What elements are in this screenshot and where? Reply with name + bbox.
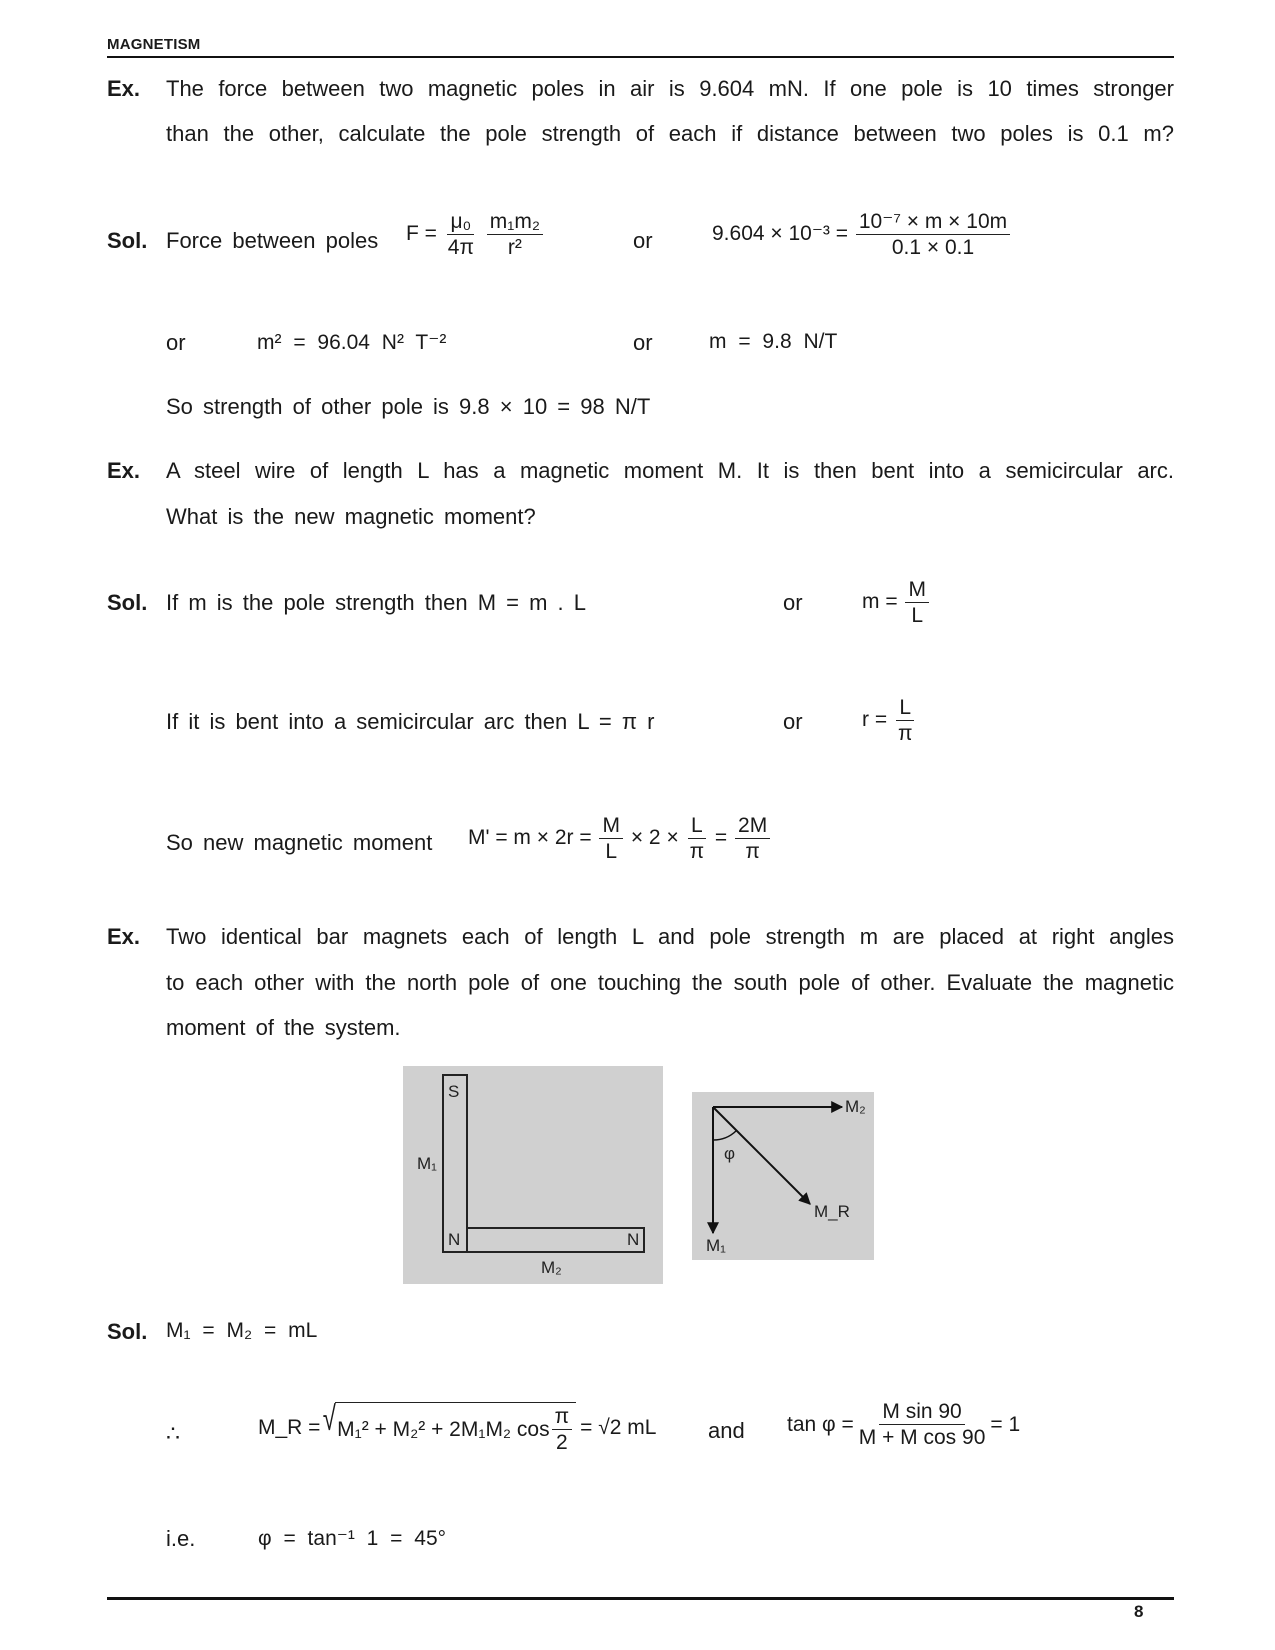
pi-over-2-fraction: $\frac{\pi}{2}$ xyxy=(552,1405,573,1454)
example-2-line-2: What is the new magnetic moment? xyxy=(166,504,536,529)
tan-rhs: = 1 xyxy=(990,1412,1021,1436)
m-over-l-fraction: $\frac{M}{L}$ xyxy=(599,814,623,863)
radicand xyxy=(335,1402,576,1454)
new-moment-lhs: M' = m × 2r = xyxy=(468,826,592,850)
solution-2-line-2: If it is bent into a semicircular arc then L = π r xyxy=(166,709,655,734)
pole-label-s: S xyxy=(448,1082,460,1101)
r-equals-l-over-pi xyxy=(862,696,917,745)
times-two: × 2 × xyxy=(630,826,679,850)
2m-over-pi-fraction: $\frac{2M}{\pi}$ xyxy=(735,814,770,863)
example-1-line-1: The force between two magnetic poles in air is 9.604 mN. If one pole is 10 times stronger xyxy=(166,76,1174,101)
square-root xyxy=(320,1402,576,1454)
force-lhs: F = xyxy=(406,222,437,246)
solution-2-line-1: If m is the pole strength then M = m . L xyxy=(166,590,587,615)
therefore-symbol: ∴ xyxy=(166,1421,180,1446)
m1m2-over-r2: $\frac{\text{m₁m₂}}{\text{r²}}$ xyxy=(487,210,543,259)
and-text: and xyxy=(708,1418,745,1443)
solution-1-intro: Force between poles xyxy=(166,228,379,253)
solution-label: Sol. xyxy=(107,1319,148,1344)
vector-label-m2: M₂ xyxy=(845,1097,866,1116)
solution-2-line-3: So new magnetic moment xyxy=(166,830,433,855)
m-equals-m-over-l xyxy=(862,578,931,627)
radicand-terms: M₁² + M₂² + 2M₁M₂ cos xyxy=(337,1417,550,1441)
chapter-header: MAGNETISM xyxy=(107,36,201,53)
vector-drawing xyxy=(692,1092,874,1260)
angle-label-phi: φ xyxy=(724,1144,736,1163)
or-text: or xyxy=(166,330,186,355)
resultant-rhs: = √2 mL xyxy=(580,1416,657,1440)
example-label: Ex. xyxy=(107,924,141,949)
tan-fraction: $\frac{\text{M sin 90}}{\text{M + M cos 90}}$ xyxy=(858,1400,986,1450)
new-moment-formula xyxy=(468,814,772,863)
example-1-line-2: than the other, calculate the pole strength of each if distance between two poles is 0.1 m? xyxy=(166,121,1174,146)
substitution-lhs: 9.604 × 10⁻³ = xyxy=(712,222,849,246)
or-text: or xyxy=(783,590,803,615)
tan-lhs: tan φ = xyxy=(787,1412,854,1436)
solution-label: Sol. xyxy=(107,590,148,615)
phi-result: φ = tan⁻¹ 1 = 45° xyxy=(258,1527,447,1550)
example-2-line-1: A steel wire of length L has a magnetic moment M. It is then bent into a semicircular arc. xyxy=(166,458,1174,483)
page-number: 8 xyxy=(1134,1602,1144,1621)
bar-magnets-diagram xyxy=(403,1066,663,1284)
example-3-line-2: to each other with the north pole of one touching the south pole of other. Evaluate the magnetic xyxy=(166,970,1174,995)
or-text: or xyxy=(633,330,653,355)
example-3-line-1: Two identical bar magnets each of length L and pole strength m are placed at right angles xyxy=(166,924,1174,949)
bar-magnets-drawing xyxy=(403,1066,663,1284)
substitution-fraction: $\frac{\text{10⁻⁷ × m × 10m}}{0.1 \times 0.1}$ xyxy=(856,210,1010,259)
or-text: or xyxy=(633,228,653,253)
magnet-label-m1: M₁ xyxy=(417,1154,437,1173)
header-rule xyxy=(107,56,1174,58)
m-lhs: m = xyxy=(862,590,898,614)
magnet-label-m2: M₂ xyxy=(541,1258,562,1277)
vector-label-m1: M₁ xyxy=(706,1236,726,1255)
horizontal-magnet xyxy=(467,1228,644,1252)
resultant-moment-formula xyxy=(258,1402,656,1454)
example-3-line-3: moment of the system. xyxy=(166,1015,401,1040)
tan-phi-formula xyxy=(787,1400,1020,1449)
mu-over-4pi: $\frac{\text{μ₀}}{4\pi}$ xyxy=(447,210,474,260)
m1-equals-m2: M₁ = M₂ = mL xyxy=(166,1319,318,1342)
or-text: or xyxy=(783,709,803,734)
vector-diagram xyxy=(692,1092,874,1260)
equals-sign: = xyxy=(714,826,728,850)
r-lhs: r = xyxy=(862,708,888,732)
ie-text: i.e. xyxy=(166,1526,196,1551)
example-label: Ex. xyxy=(107,76,141,101)
force-substitution xyxy=(712,210,1012,259)
pole-label-n: N xyxy=(627,1230,640,1249)
l-over-pi-fraction: $\frac{L}{\pi}$ xyxy=(897,696,913,746)
l-over-pi-fraction: $\frac{L}{\pi}$ xyxy=(689,814,705,864)
m-value-equation: m = 9.8 N/T xyxy=(709,330,838,353)
force-formula xyxy=(406,210,545,259)
solution-label: Sol. xyxy=(107,228,148,253)
m-squared-equation: m² = 96.04 N² T⁻² xyxy=(257,331,447,354)
vector-label-mr: M_R xyxy=(814,1202,850,1221)
resultant-lhs: M_R = xyxy=(258,1416,321,1440)
footer-rule xyxy=(107,1597,1174,1600)
example-label: Ex. xyxy=(107,458,141,483)
angle-arc xyxy=(713,1131,736,1140)
solution-1-conclusion: So strength of other pole is 9.8 × 10 = 98 N/T xyxy=(166,394,651,419)
pole-label-n: N xyxy=(448,1230,461,1249)
m-over-l-fraction: $\frac{M}{L}$ xyxy=(905,578,929,627)
radical-sign: √ xyxy=(323,1400,337,1438)
